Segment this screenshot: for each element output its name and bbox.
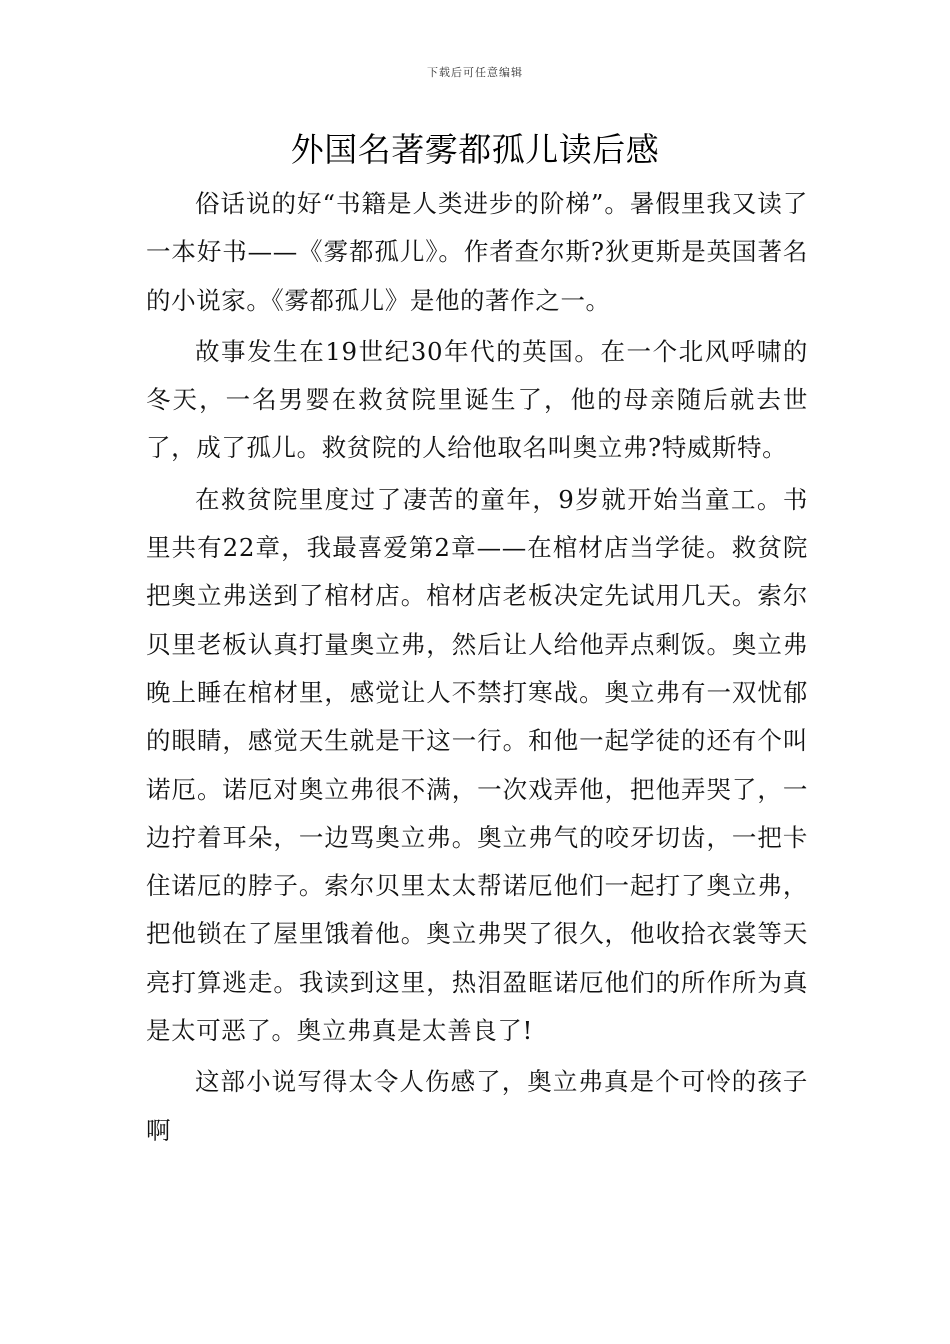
paragraph-intro: 俗话说的好“书籍是人类进步的阶梯”。暑假里我又读了一本好书——《雾都孤儿》。作者查尔斯?狄更斯是英国著名的小说家。《雾都孤儿》是他的著作之一。 xyxy=(146,189,808,315)
document-title: 外国名著雾都孤儿读后感 xyxy=(290,130,660,169)
paragraph-story-setting: 故事发生在19世纪30年代的英国。在一个北风呼啸的冬天，一名男婴在救贫院里诞生了，他的母亲随后就去世了，成了孤儿。救贫院的人给他取名叫奥立弗?特威斯特。 xyxy=(146,336,808,463)
paragraph-favorite-chapter: 在救贫院里度过了凄苦的童年，9岁就开始当童工。书里共有22章，我最喜爱第2章——在棺材店当学徒。救贫院把奥立弗送到了棺材店。棺材店老板决定先试用几天。索尔贝里老板认真打量奥立弗，然后让人给他弄点剩饭。奥立弗晚上睡在棺材里，感觉让人不禁打寒战。奥立弗有一双忧郁的眼睛，感觉天生就是干这一行。和他一起学徒的还有个叫诺厄。诺厄对奥立弗很不满，一次戏弄他，把他弄哭了，一边拧着耳朵，一边骂奥立弗。奥立弗气的咬牙切齿，一把卡住诺厄的脖子。索尔贝里太太帮诺厄他们一起打了奥立弗，把他锁在了屋里饿着他。奥立弗哭了很久，他收拾衣裳等天亮打算逃走。我读到这里，热泪盈眶诺厄他们的所作所为真是太可恶了。奥立弗真是太善良了! xyxy=(146,484,808,1046)
paragraph-conclusion: 这部小说写得太令人伤感了，奥立弗真是个可怜的孩子啊 xyxy=(146,1067,808,1145)
header-note: 下载后可任意编辑 xyxy=(427,66,523,79)
document-body xyxy=(146,180,808,1158)
